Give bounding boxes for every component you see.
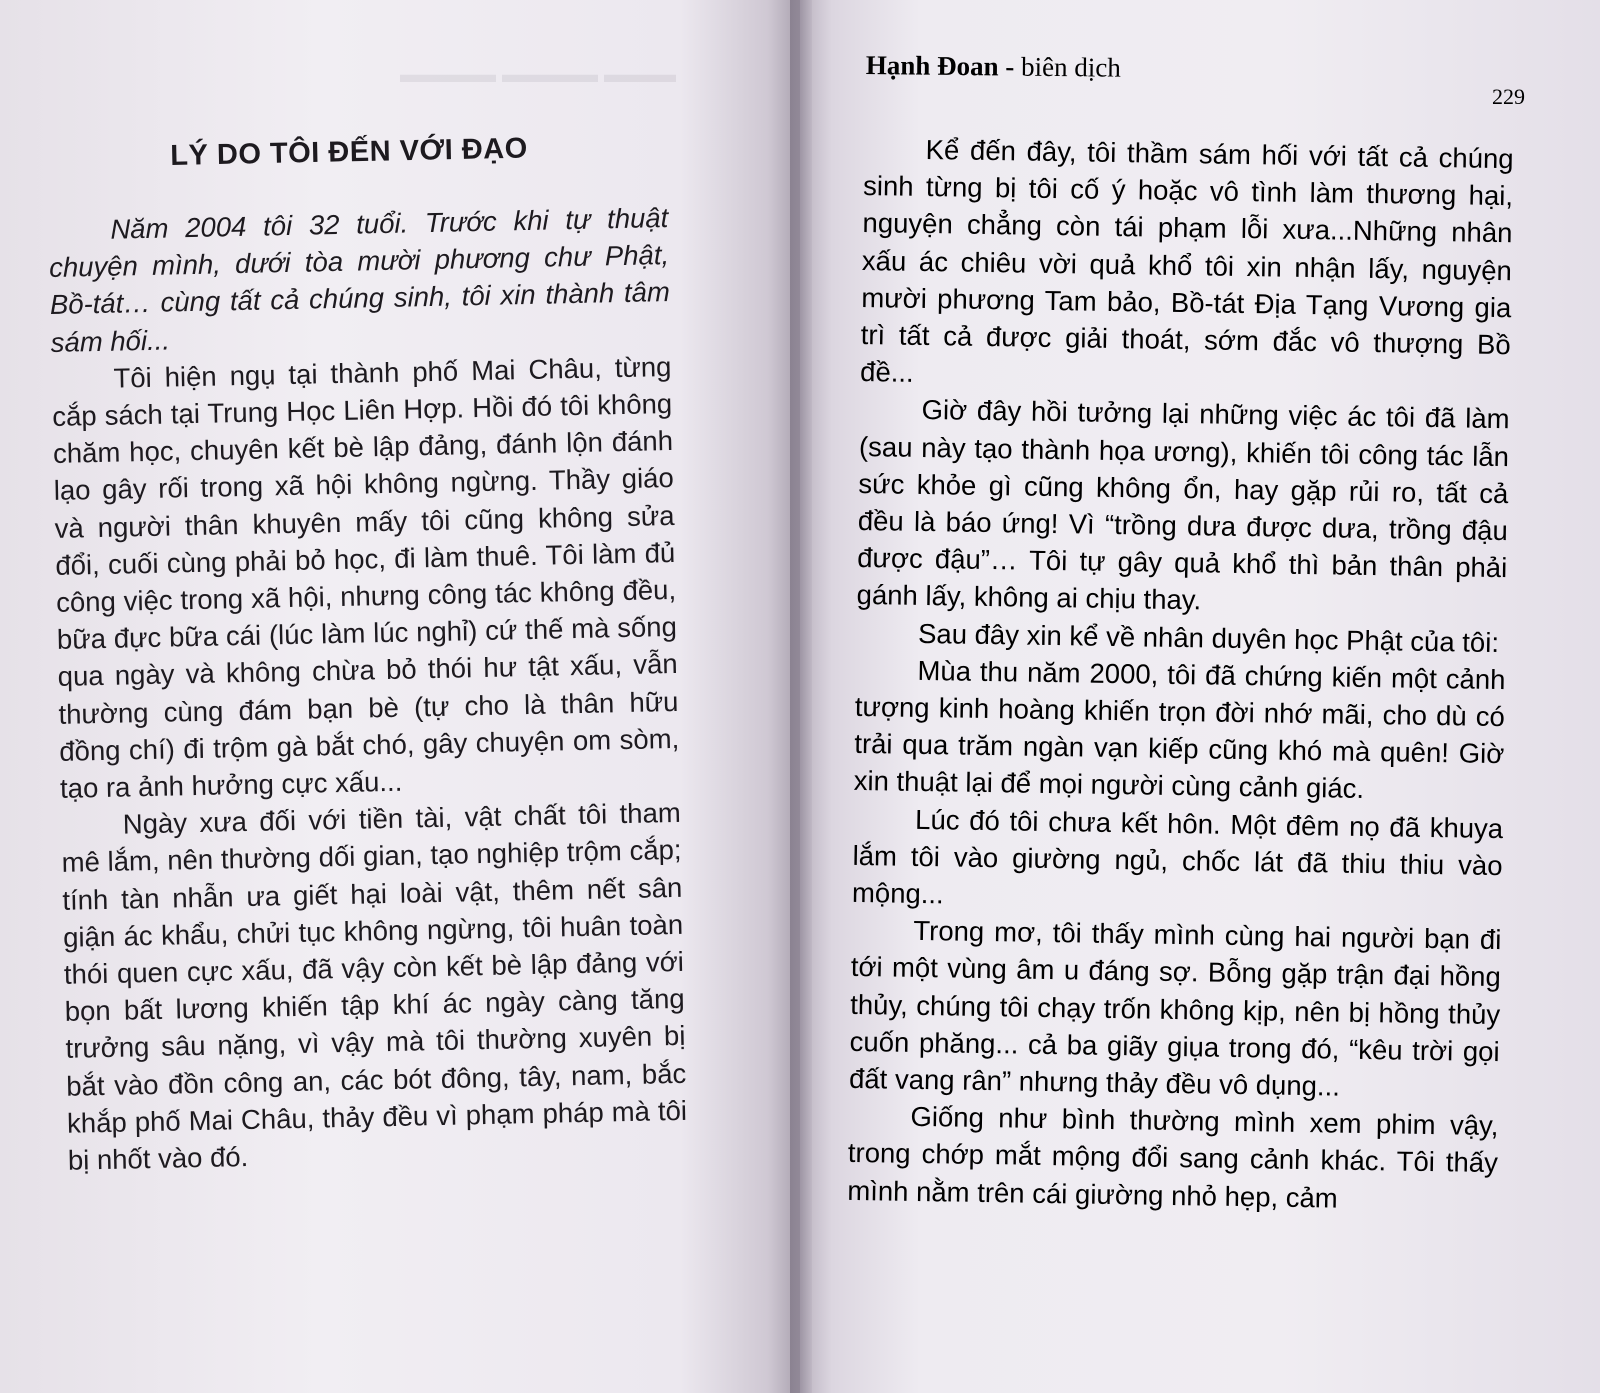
page-number: 229	[1492, 84, 1525, 109]
paragraph: Giống như bình thường mình xem phim vậy, trong chớp mắt mộng đổi sang cảnh khác. Tôi thấy mình nằm trên cái giường nhỏ hẹp, cảm	[847, 1101, 1499, 1214]
paragraph: Tôi hiện ngụ tại thành phố Mai Châu, từng cắp sách tại Trung Học Liên Hợp. Hồi đó tôi không chăm học, chuyên kết bè lập đảng, đánh lộn đánh lạo gây rối trong xã hội không ngừng. Thầy giáo và người thân khuyên mấy tôi cũng không sửa đổi, cuối cùng phải bỏ học, đi làm thuê. Tôi làm đủ công việc trong xã hội, nhưng công tác không đều, bữa đực bữa cái (lúc làm lúc nghỉ) cứ thế mà sống qua ngày và không chừa bỏ thói hư tật xấu, vẫn thường cùng đám bạn bè (tự cho là thân hữu đồng chí) đi trộm gà bắt chó, gây chuyện om sòm, tạo ra ảnh hưởng cực xấu...	[51, 350, 680, 804]
paragraph: Giờ đây hồi tưởng lại những việc ác tôi đã làm (sau này tạo thành họa ương), khiến tôi công tác lẫn sức khỏe gì cũng không ổn, hay gặp rủi ro, tất cả đều là báo ứng! Vì “trồng dưa được dưa, trồng đậu được đậu”… Tôi tự gây quả khổ thì bản thân phải gánh lấy, không ai chịu thay.	[856, 394, 1510, 616]
paragraph: Năm 2004 tôi 32 tuổi. Trước khi tự thuật chuyện mình, dưới tòa mười phương chư Phật, Bồ-tát… cùng tất cả chúng sinh, tôi xin thành tâm sám hối...	[48, 202, 671, 358]
left-page-body	[48, 199, 688, 1179]
paragraph: Lúc đó tôi chưa kết hôn. Một đêm nọ đã khuya lắm tôi vào giường ngủ, chốc lát đã thiu thiu vào mộng...	[851, 803, 1504, 910]
running-head	[866, 50, 1121, 84]
paragraph: Ngày xưa đối với tiền tài, vật chất tôi tham mê lắm, nên thường dối gian, tạo nghiệp trộm cắp; tính tàn nhẫn ưa giết hại loài vật, thêm nết sân giận ác khẩu, chửi tục không ngừng, tôi huân toàn thói quen cực xấu, đã vậy còn kết bè lập đảng với bọn bất lương khiến tập khí ác ngày càng tăng trưởng sâu nặng, vì vậy mà tôi thường xuyên bị bắt vào đồn công an, các bót đông, tây, nam, bắc khắp phố Mai Châu, thảy đều vì phạm pháp mà tôi bị nhốt vào đó.	[61, 797, 688, 1176]
paragraph: Trong mơ, tôi thấy mình cùng hai người bạn đi tới một vùng âm u đáng sợ. Bỗng gặp trận đại hồng thủy, chúng tôi chạy trốn không kịp, nên bị hồng thủy cuốn phăng... cả ba giãy giụa trong đó, “kêu trời gọi đất vang rân” nhưng thảy đều vô dụng...	[848, 915, 1502, 1102]
paragraph: Mùa thu năm 2000, tôi đã chứng kiến một cảnh tượng kinh hoàng khiến trọn đời nhớ mãi, cho dù có trải qua trăm ngàn vạn kiếp cũng khó mà quên! Giờ xin thuật lại để mọi người cùng cảnh giác.	[853, 654, 1506, 805]
paragraph: Sau đây xin kể về nhân duyên học Phật của tôi:	[917, 617, 1500, 658]
chapter-title: LÝ DO TÔI ĐẾN VỚI ĐẠO	[170, 132, 529, 172]
running-head-role: biên dịch	[1020, 51, 1122, 83]
running-head-author: Hạnh Đoan -	[865, 50, 1015, 82]
paragraph: Kể đến đây, tôi thầm sám hối với tất cả chúng sinh từng bị tôi cố ý hoặc vô tình làm thương hại, nguyện chẳng còn tái phạm lỗi xưa...Những nhân xấu ác chiêu vời quả khổ tôi xin nhận lấy, nguyện mười phương Tam bảo, Bồ-tát Địa Tạng Vương gia trì tất cả được giải thoát, sớm đắc vô thượng Bồ đề...	[859, 133, 1514, 389]
show-through-text: ▬▬▬ ▬▬▬▬ ▬▬▬▬	[400, 62, 676, 88]
book-gutter	[790, 0, 812, 1393]
right-page-body	[847, 130, 1514, 1219]
